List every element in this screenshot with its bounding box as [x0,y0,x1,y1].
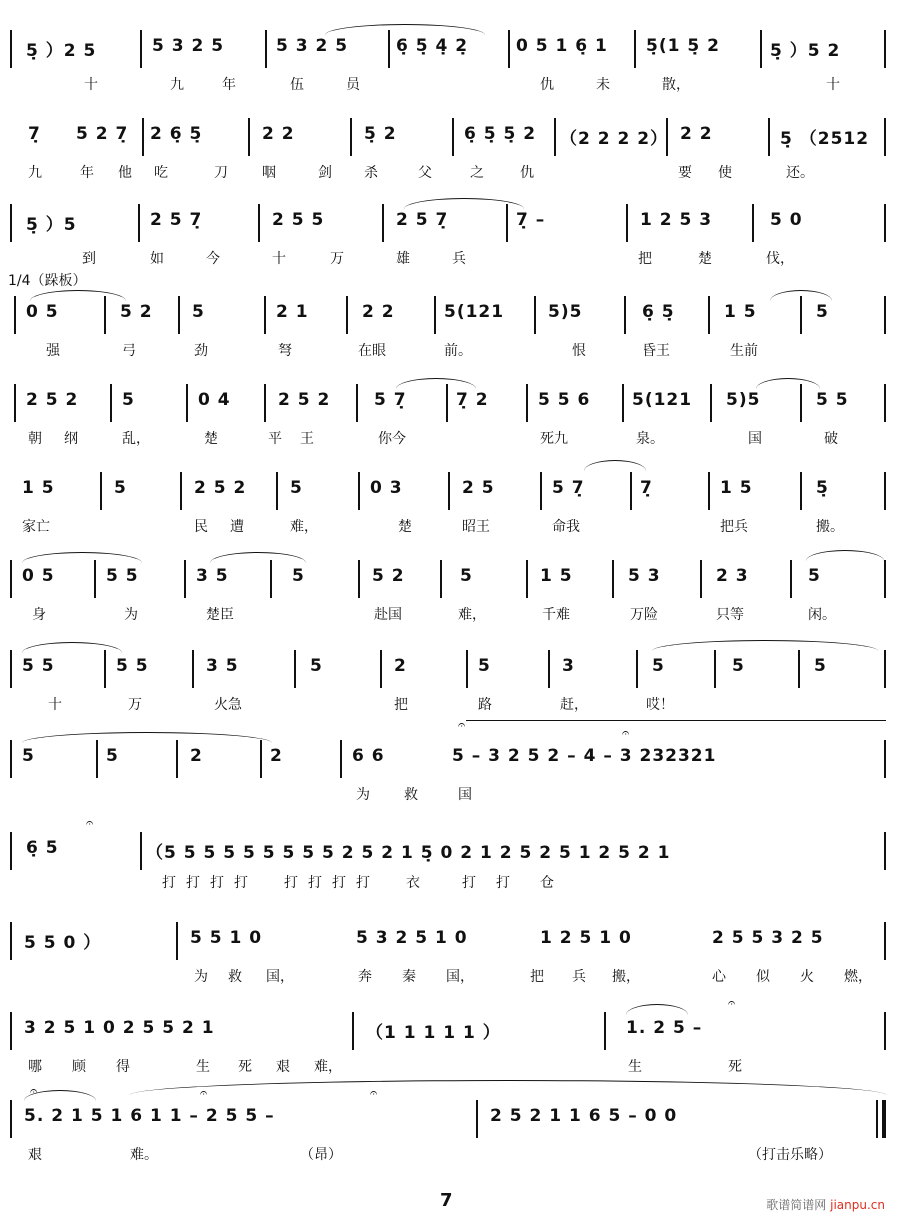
fermata-icon: 𝄐 [86,816,94,831]
system-5 [0,384,901,474]
measure: 5 [808,566,821,586]
measure: 5 [652,656,665,676]
measure: 1 5 [540,566,573,586]
measure: 2 [270,746,283,766]
system-9 [0,718,901,830]
watermark [766,1196,885,1213]
measure: 5 3 2 5 [152,36,225,56]
measure: 5(121 [632,390,693,410]
lyric: 赴国 [374,607,402,623]
measure: 7̣ – [516,210,546,230]
fermata-icon: 𝄐 [370,1086,378,1101]
lyric: 生 [196,1059,210,1075]
measure: 2 3 [716,566,749,586]
system-4 [0,296,901,386]
lyric: 仓 [540,875,554,891]
lyric: 难， [314,1059,342,1075]
lyric: 楚臣 [206,607,234,623]
fermata-icon: 𝄐 [200,1086,208,1101]
lyric: 之 [470,165,484,181]
measure: 1 2 5 1 0 [540,928,632,948]
lyric: 还。 [786,165,814,181]
lyric: 死 [728,1059,742,1075]
lyric: 国 [748,431,762,447]
lyric: 昏王 [642,343,670,359]
measure: 5̣ ）5 2 [770,41,841,61]
lyric: 仇 [540,77,554,93]
lyric: （昂） [300,1147,342,1163]
lyric: 王 [300,431,314,447]
watermark-site: 歌谱简谱网 [766,1198,827,1212]
measure: 3 5 [196,566,229,586]
measure: 5 7̣ [552,478,585,498]
lyric: 员 [346,77,360,93]
fermata-icon: 𝄐 [458,718,466,733]
measure: 5 [460,566,473,586]
lyric: 打 [284,875,298,891]
lyric: 赶， [560,697,588,713]
lyric: 把兵 [720,519,748,535]
lyric: 如 [150,251,164,267]
lyric: 死九 [540,431,568,447]
measure: 2 5 5 3 2 5 [712,928,824,948]
lyric: 衣 [406,875,420,891]
lyric: 伍 [290,77,304,93]
lyric: 十 [272,251,286,267]
lyric: 搬。 [816,519,844,535]
lyric: 伐， [766,251,794,267]
fermata-icon: 𝄐 [30,1084,38,1099]
lyric: 国， [266,969,294,985]
system-10 [0,816,901,922]
lyric: 秦 [402,969,416,985]
lyric: 打 [162,875,176,891]
lyric: 火 [800,969,814,985]
lyric: 难， [458,607,486,623]
lyric: 为 [194,969,208,985]
slur [325,24,485,35]
system-13 [0,1084,901,1190]
measure: 5 [122,390,135,410]
lyric: 火急 [214,697,242,713]
lyric: 弓 [122,343,136,359]
measure: 2 2 [362,302,395,322]
measure: 5 [106,746,119,766]
lyric: 把 [638,251,652,267]
measure: 6 6 [352,746,385,766]
lyric: 年 [222,77,236,93]
lyric: 强 [46,343,60,359]
measure: 3 2 5 1 0 2 5 5 2 1 [24,1018,215,1038]
lyric: 要 [678,165,692,181]
lyric: 救 [404,787,418,803]
lyric: 万 [330,251,344,267]
lyric: 使 [718,165,732,181]
lyric: 朝 [28,431,42,447]
lyric: 救 [228,969,242,985]
lyric: 纲 [64,431,78,447]
lyric: 打 [332,875,346,891]
lyric: 难。 [130,1147,158,1163]
measure: 7̣ [28,124,41,144]
lyric: 打 [462,875,476,891]
system-2 [0,118,901,208]
measure: 2 5 2 [26,390,79,410]
measure: 0 5 1 6̣ 1 [516,36,608,56]
lyric: 为 [356,787,370,803]
measure: 5 2 7̣ [76,124,129,144]
lyric: 哎！ [646,697,674,713]
lyric: 打 [496,875,510,891]
system-6 [0,472,901,562]
page-number: 7 [440,1190,453,1211]
measure: 3 5 [206,656,239,676]
lyric: 昭王 [462,519,490,535]
measure: （1 1 1 1 1 ） [366,1023,501,1043]
lyric: 搬， [612,969,640,985]
lyric: 吃 [154,165,168,181]
measure: 5 3 [628,566,661,586]
measure: 2 2 [680,124,713,144]
measure: 5 [22,746,35,766]
system-1 [0,30,901,120]
measure: 6̣ 5̣ 5̣ 2 [464,124,537,144]
measure: 5̣ （2512 [780,129,870,149]
lyric: 闲。 [808,607,836,623]
measure: 5̣ ）5 [26,215,77,235]
lyric: 楚 [698,251,712,267]
measure: 5 0 [770,210,803,230]
measure: 2 1 [276,302,309,322]
lyric: 打 [210,875,224,891]
measure: 5 2 [372,566,405,586]
measure: 2 5 7̣ [150,210,203,230]
measure: 1 5 [724,302,757,322]
measure: 5 [192,302,205,322]
lyric: 剑 [318,165,332,181]
lyric: 把 [394,697,408,713]
lyric: 艰 [28,1147,42,1163]
lyric: 死 [238,1059,252,1075]
lyric: 年 [80,165,94,181]
lyric: 遭 [230,519,244,535]
system-7 [0,560,901,650]
measure: 5 5 1 0 [190,928,263,948]
fermata-icon: 𝄐 [622,726,630,741]
measure: 2 5 5 [272,210,325,230]
measure: 7̣ [640,478,653,498]
lyric: 似 [756,969,770,985]
lyric: 楚 [204,431,218,447]
lyric: 兵 [452,251,466,267]
lyric: 仇 [520,165,534,181]
measure: 5 5 [116,656,149,676]
measure: 6̣ 5̣ [642,302,675,322]
measure: 5 [292,566,305,586]
lyric: （打击乐略） [748,1147,832,1163]
measure: （5 5 5 5 5 5 5 5 5 2 5 2 1 5̣ 0 2 1 2 5 2 5 1 2 5 2 1 [146,843,671,863]
lyric: 万险 [630,607,658,623]
lyric: 散， [662,77,690,93]
measure: 0 5 [26,302,59,322]
system-3 [0,204,901,294]
measure: 5̣(1 5̣ 2 [646,36,720,56]
measure: 5 [814,656,827,676]
lyric: 为 [124,607,138,623]
measure: 5̣ [816,478,829,498]
measure: 5 5 0 ） [24,933,102,953]
lyric: 杀 [364,165,378,181]
lyric: 心 [712,969,726,985]
lyric: 奔 [358,969,372,985]
tempo-label: 1/4（跺板） [8,273,87,289]
lyric: 兵 [572,969,586,985]
measure: 2 5 2 [194,478,247,498]
lyric: 民 [194,519,208,535]
lyric: 雄 [396,251,410,267]
measure: 5. 2 1 5 1 6 1 1 – 2 5 5 – [24,1106,275,1126]
measure: 5̣ ）2 5 [26,41,97,61]
measure: 5 5 [816,390,849,410]
measure: 5 2 [120,302,153,322]
measure: 5 [114,478,127,498]
lyric: 泉。 [636,431,664,447]
measure: 3 [562,656,575,676]
lyric: 弩 [278,343,292,359]
lyric: 只等 [716,607,744,623]
system-11 [0,922,901,1012]
measure: 5 [732,656,745,676]
measure: 5(121 [444,302,505,322]
lyric: 楚 [398,519,412,535]
lyric: 今 [206,251,220,267]
lyric: 生 [628,1059,642,1075]
fermata-icon: 𝄐 [728,996,736,1011]
measure: 2 5 2 [278,390,331,410]
measure: 6̣ 5̣ 4̣ 2̣ [396,36,469,56]
slur [466,720,886,721]
lyric: 乱， [122,431,150,447]
measure: 2 2 [262,124,295,144]
measure: 5 [290,478,303,498]
lyric: 难， [290,519,318,535]
lyric: 劲 [194,343,208,359]
lyric: 刀 [214,165,228,181]
measure: 5 [816,302,829,322]
measure: 2 5 2 1 1 6 5 – 0 0 [490,1106,678,1126]
lyric: 国， [446,969,474,985]
lyric: 家亡 [22,519,50,535]
lyric: 九 [170,77,184,93]
measure: 5 5 [22,656,55,676]
measure: 2 [394,656,407,676]
measure: 5 5 [106,566,139,586]
lyric: 在眼 [358,343,386,359]
lyric: 万 [128,697,142,713]
lyric: 身 [32,607,46,623]
lyric: 十 [48,697,62,713]
lyric: 千难 [542,607,570,623]
measure: （2 2 2 2） [560,129,669,149]
lyric: 打 [234,875,248,891]
lyric: 十 [84,77,98,93]
measure: 5)5 [548,302,583,322]
lyric: 未 [596,77,610,93]
lyric: 生前 [730,343,758,359]
lyric: 打 [186,875,200,891]
measure: 7̣ 2 [456,390,489,410]
measure: 5 5 6 [538,390,591,410]
measure: 0 3 [370,478,403,498]
lyric: 咽 [262,165,276,181]
lyric: 艰 [276,1059,290,1075]
lyric: 九 [28,165,42,181]
lyric: 路 [478,697,492,713]
lyric: 打 [356,875,370,891]
measure: 1. 2 5 – [626,1018,703,1038]
lyric: 到 [82,251,96,267]
measure: 6̣ 5 [26,838,59,858]
lyric: 十 [826,77,840,93]
measure: 1 5 [22,478,55,498]
watermark-url: jianpu.cn [830,1198,885,1212]
measure: 1 2 5 3 [640,210,713,230]
measure: 5 – 3 2 5 2 – 4 – 3 232321 [452,746,717,766]
measure: 5 3 2 5 1 0 [356,928,468,948]
lyric: 打 [308,875,322,891]
measure: 5 [310,656,323,676]
measure: 5 7̣ [374,390,407,410]
measure: 2 6̣ 5̣ [150,124,203,144]
lyric: 前。 [444,343,472,359]
measure: 5 [478,656,491,676]
lyric: 命我 [552,519,580,535]
lyric: 国 [458,787,472,803]
lyric: 得 [116,1059,130,1075]
measure: 5̣ 2 [364,124,397,144]
lyric: 破 [824,431,838,447]
measure: 2 5 [462,478,495,498]
measure: 1 5 [720,478,753,498]
measure: 2 5 7̣ [396,210,449,230]
lyric: 平 [268,431,282,447]
lyric: 顾 [72,1059,86,1075]
lyric: 哪 [28,1059,42,1075]
measure: 0 4 [198,390,231,410]
measure: 5)5 [726,390,761,410]
measure: 2 [190,746,203,766]
lyric: 燃， [844,969,872,985]
measure: 5 3 2 5 [276,36,349,56]
lyric: 把 [530,969,544,985]
lyric: 他 [118,165,132,181]
lyric: 你今 [378,431,406,447]
lyric: 父 [418,165,432,181]
lyric: 恨 [572,343,586,359]
measure: 0 5 [22,566,55,586]
system-8 [0,650,901,740]
